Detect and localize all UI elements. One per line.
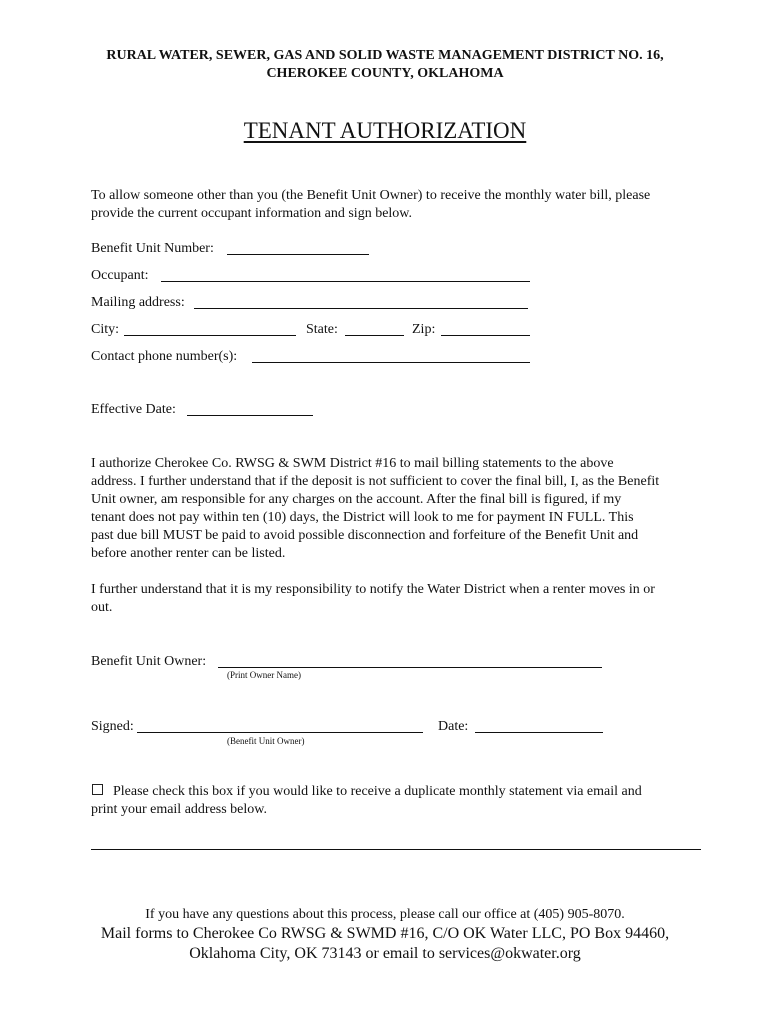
authorization-line1: I authorize Cherokee Co. RWSG & SWM District #16 to mail billing statements to the above <box>91 456 614 471</box>
email-option-line2: print your email address below. <box>91 802 267 817</box>
authorization-line3: Unit owner, am responsible for any charges on the account. After the final bill is figured, if my <box>91 492 622 507</box>
benefit-unit-number-label: Benefit Unit Number: <box>91 241 214 256</box>
page-title: TENANT AUTHORIZATION <box>243 118 527 143</box>
owner-name-caption: (Print Owner Name) <box>227 670 301 680</box>
mailing-address-field[interactable] <box>194 308 528 309</box>
district-name-line1: RURAL WATER, SEWER, GAS AND SOLID WASTE MANAGEMENT DISTRICT NO. 16, <box>106 48 664 63</box>
mail-instructions-line1: Mail forms to Cherokee Co RWSG & SWMD #16, C/O OK Water LLC, PO Box 94460, <box>100 925 670 942</box>
occupant-field[interactable] <box>161 281 530 282</box>
contact-phone-field[interactable] <box>252 362 530 363</box>
occupant-label: Occupant: <box>91 268 149 283</box>
mailing-address-label: Mailing address: <box>91 295 185 310</box>
contact-phone-label: Contact phone number(s): <box>91 349 238 364</box>
email-address-field[interactable] <box>91 849 701 850</box>
effective-date-label: Effective Date: <box>91 402 176 417</box>
email-statement-checkbox[interactable] <box>92 784 103 795</box>
authorization-line5: past due bill MUST be paid to avoid possible disconnection and forfeiture of the Benefit Unit and <box>91 528 639 543</box>
district-name-line2: CHEROKEE COUNTY, OKLAHOMA <box>266 66 504 81</box>
date-label: Date: <box>438 719 469 734</box>
city-label: City: <box>91 322 120 337</box>
signed-label: Signed: <box>91 719 134 734</box>
zip-label: Zip: <box>412 322 436 337</box>
authorization-line4: tenant does not pay within ten (10) days, the District will look to me for payment IN FULL. This <box>91 510 634 525</box>
mail-instructions-line2: Oklahoma City, OK 73143 or email to services@okwater.org <box>189 945 581 962</box>
authorization-line6: before another renter can be listed. <box>91 546 286 561</box>
date-field[interactable] <box>475 732 603 733</box>
intro-line2: provide the current occupant information and sign below. <box>91 206 412 221</box>
responsibility-line2: out. <box>91 600 113 615</box>
questions-note: If you have any questions about this process, please call our office at (405) 905-8070. <box>145 907 625 922</box>
owner-name-field[interactable] <box>218 667 602 668</box>
benefit-unit-number-field[interactable] <box>227 254 369 255</box>
state-field[interactable] <box>345 335 404 336</box>
intro-line1: To allow someone other than you (the Benefit Unit Owner) to receive the monthly water bill, please <box>91 188 651 203</box>
signature-field[interactable] <box>137 732 423 733</box>
email-option-line1: Please check this box if you would like to receive a duplicate monthly statement via email and <box>92 783 642 801</box>
city-field[interactable] <box>124 335 296 336</box>
effective-date-field[interactable] <box>187 415 313 416</box>
signature-caption: (Benefit Unit Owner) <box>227 736 305 746</box>
owner-name-label: Benefit Unit Owner: <box>91 654 207 669</box>
responsibility-line1: I further understand that it is my responsibility to notify the Water District when a renter moves in or <box>91 582 655 597</box>
zip-field[interactable] <box>441 335 530 336</box>
state-label: State: <box>306 322 338 337</box>
authorization-line2: address. I further understand that if the deposit is not sufficient to cover the final bill, I, as the Benefit <box>91 474 660 489</box>
